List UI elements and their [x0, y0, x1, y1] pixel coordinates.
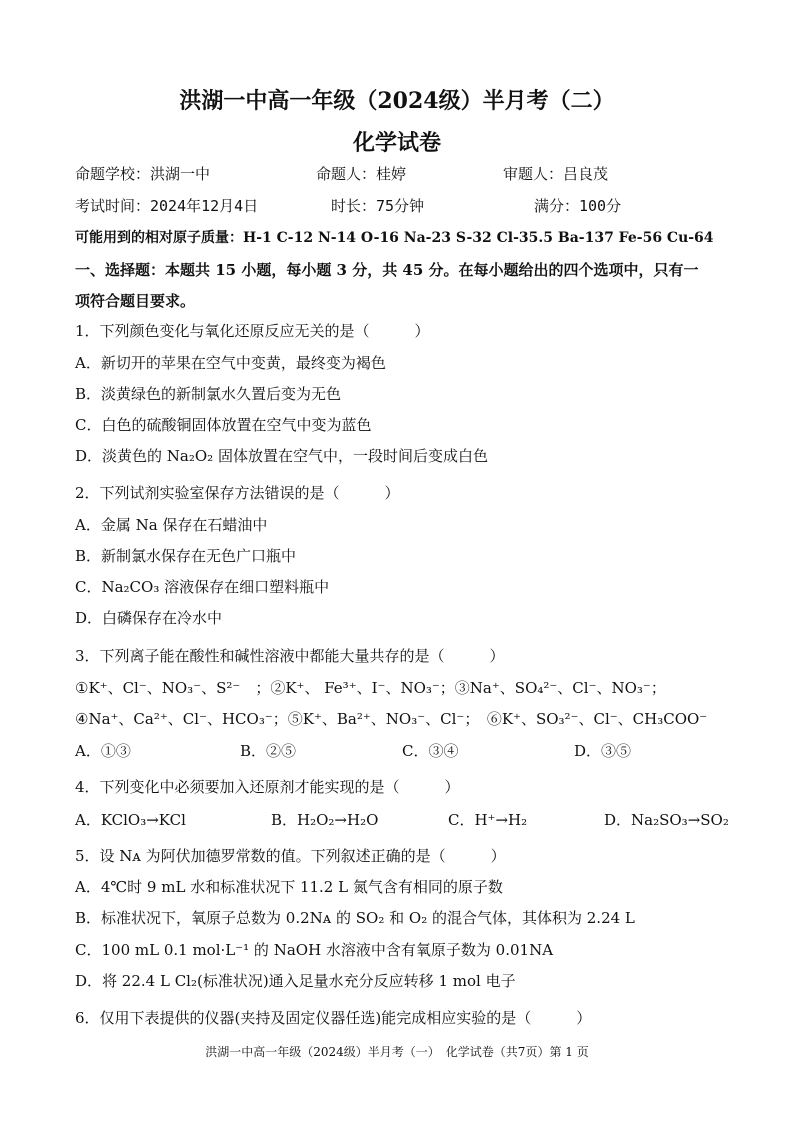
q1-stem: 1．下列颜色变化与氧化还原反应无关的是（ ） [75, 322, 430, 340]
q5-stem: 5．设 Nᴀ 为阿伏加德罗常数的值。下列叙述正确的是（ ） [75, 847, 506, 865]
q3-option-c: C．③④ [402, 742, 459, 760]
section-heading-line1: 一、选择题：本题共 15 小题，每小题 3 分，共 45 分。在每小题给出的四个选项中，只有一 [75, 261, 699, 279]
q3-option-a: A．①③ [75, 742, 131, 760]
q2-stem: 2．下列试剂实验室保存方法错误的是（ ） [75, 484, 400, 502]
q3-ions-line1: ①K⁺、Cl⁻、NO₃⁻、S²⁻ ；②K⁺、 Fe³⁺、I⁻、NO₃⁻；③Na⁺、SO₄²⁻、Cl⁻、NO₃⁻； [75, 679, 666, 697]
meta-reviewer: 审题人：吕良茂 [503, 165, 609, 183]
page-subtitle: 化学试卷 [352, 130, 441, 156]
meta-school: 命题学校：洪湖一中 [75, 165, 211, 183]
q3-option-d: D．③⑤ [574, 742, 632, 760]
page-title: 洪湖一中高一年级（2024级）半月考（二） [179, 88, 615, 114]
atomic-masses: 可能用到的相对原子质量：H-1 C-12 N-14 O-16 Na-23 S-32 Cl-35.5 Ba-137 Fe-56 Cu-64 [75, 230, 714, 246]
q3-ions-line2: ④Na⁺、Ca²⁺、Cl⁻、HCO₃⁻；⑤K⁺、Ba²⁺、NO₃⁻、Cl⁻； ⑥K⁺、SO₃²⁻、Cl⁻、CH₃COO⁻ [75, 710, 708, 728]
q5-option-a: A．4℃时 9 mL 水和标准状况下 11.2 L 氮气含有相同的原子数 [75, 878, 503, 896]
q2-option-d: D．白磷保存在冷水中 [75, 609, 223, 627]
q5-option-c: C．100 mL 0.1 mol·L⁻¹ 的 NaOH 水溶液中含有氧原子数为 0.01NA [75, 941, 554, 959]
q4-option-a: A．KClO₃→KCl [75, 811, 186, 829]
q2-option-a: A．金属 Na 保存在石蜡油中 [75, 516, 268, 534]
q4-option-d: D．Na₂SO₃→SO₂ [604, 811, 729, 829]
meta-exam-time: 考试时间：2024年12月4日 [75, 197, 259, 215]
q1-option-c: C．白色的硫酸铜固体放置在空气中变为蓝色 [75, 416, 372, 434]
q5-option-d: D．将 22.4 L Cl₂(标准状况)通入足量水充分反应转移 1 mol 电子 [75, 972, 516, 990]
page-footer: 洪湖一中高一年级（2024级）半月考（一） 化学试卷（共7页）第 1 页 [205, 1045, 589, 1059]
q2-option-c: C．Na₂CO₃ 溶液保存在细口塑料瓶中 [75, 578, 330, 596]
meta-duration: 时长：75分钟 [331, 197, 425, 215]
q3-option-b: B．②⑤ [240, 742, 297, 760]
q1-option-b: B．淡黄绿色的新制氯水久置后变为无色 [75, 385, 342, 403]
meta-author: 命题人：桂婷 [316, 165, 407, 183]
q4-stem: 4．下列变化中必须要加入还原剂才能实现的是（ ） [75, 778, 460, 796]
q3-stem: 3．下列离子能在酸性和碱性溶液中都能大量共存的是（ ） [75, 647, 505, 665]
q5-option-b: B．标准状况下，氧原子总数为 0.2Nᴀ 的 SO₂ 和 O₂ 的混合气体，其体积为 2.24 L [75, 909, 635, 927]
q1-option-d: D．淡黄色的 Na₂O₂ 固体放置在空气中，一段时间后变成白色 [75, 447, 488, 465]
section-heading-line2: 项符合题目要求。 [75, 292, 196, 310]
q4-option-c: C．H⁺→H₂ [448, 811, 528, 829]
meta-full-score: 满分：100分 [534, 197, 622, 215]
q2-option-b: B．新制氯水保存在无色广口瓶中 [75, 547, 297, 565]
q1-option-a: A．新切开的苹果在空气中变黄，最终变为褐色 [75, 354, 386, 372]
q6-stem: 6．仅用下表提供的仪器(夹持及固定仪器任选)能完成相应实验的是（ ） [75, 1009, 592, 1027]
q4-option-b: B．H₂O₂→H₂O [271, 811, 379, 829]
